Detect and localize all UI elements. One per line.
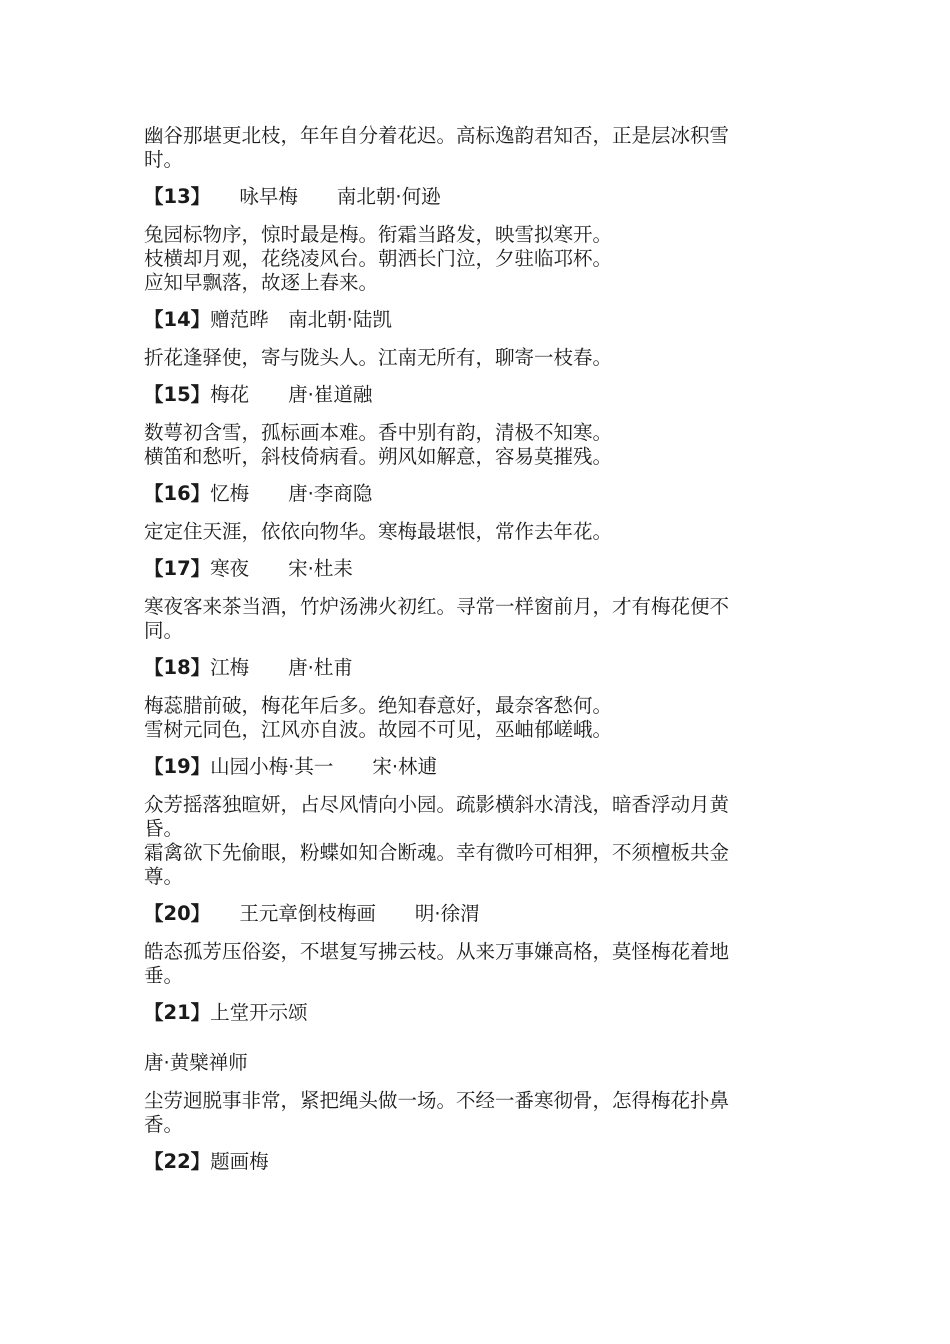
poem-line: 同。	[144, 619, 184, 642]
poem-title: 赠范晔 南北朝·陆凯	[210, 308, 392, 331]
poem-line: 皓态孤芳压俗姿，不堪复写拂云枝。从来万事嫌高格，莫怪梅花着地	[144, 940, 730, 963]
poem-body	[144, 346, 814, 370]
poem-title: 咏早梅 南北朝·何逊	[200, 185, 441, 208]
poem-heading	[144, 308, 814, 332]
poem-title: 山园小梅·其一 宋·林逋	[210, 755, 438, 778]
poem-body	[144, 124, 814, 172]
poem-heading	[144, 482, 814, 506]
poem-number: 【15】	[144, 383, 211, 406]
poem-line: 数萼初含雪，孤标画本难。香中别有韵，清极不知寒。	[144, 421, 613, 444]
poem-number: 【20】	[144, 902, 201, 925]
poem-line: 应知早飘落，故逐上春来。	[144, 271, 379, 294]
poem-heading	[144, 383, 814, 407]
poem-author: 唐·黄檗禅师	[144, 1051, 248, 1074]
poem-body	[144, 940, 814, 988]
poem-heading	[144, 185, 814, 209]
poem-list	[144, 124, 814, 1188]
poem-heading	[144, 557, 814, 581]
poem-number: 【18】	[144, 656, 211, 679]
poem-title: 梅花 唐·崔道融	[210, 383, 373, 406]
poem-body	[144, 421, 814, 469]
poem-number: 【17】	[144, 557, 211, 580]
poem-line: 尘劳迥脱事非常，紧把绳头做一场。不经一番寒彻骨，怎得梅花扑鼻	[144, 1089, 730, 1112]
poem-line: 横笛和愁听，斜枝倚病看。朔风如解意，容易莫摧残。	[144, 445, 613, 468]
poem-line: 寒夜客来茶当酒，竹炉汤沸火初红。寻常一样窗前月，才有梅花便不	[144, 595, 730, 618]
poem-line: 众芳摇落独暄妍，占尽风情向小园。疏影横斜水清浅，暗香浮动月黄	[144, 793, 730, 816]
poem-heading	[144, 656, 814, 680]
poem-number: 【14】	[144, 308, 211, 331]
poem-line: 香。	[144, 1113, 184, 1136]
poem-heading	[144, 1150, 814, 1174]
poem-line: 折花逢驿使，寄与陇头人。江南无所有，聊寄一枝春。	[144, 346, 613, 369]
poem-body	[144, 793, 814, 889]
poem-body	[144, 520, 814, 544]
poem-line: 梅蕊腊前破，梅花年后多。绝知春意好，最奈客愁何。	[144, 694, 613, 717]
poem-title: 忆梅 唐·李商隐	[210, 482, 373, 505]
poem-line: 昏。	[144, 817, 184, 840]
poem-title: 江梅 唐·杜甫	[210, 656, 353, 679]
poem-body	[144, 595, 814, 643]
poem-heading	[144, 755, 814, 779]
poem-line: 雪树元同色，江风亦自波。故园不可见，巫岫郁嵯峨。	[144, 718, 613, 741]
poem-line: 时。	[144, 148, 184, 171]
poem-line: 兔园标物序，惊时最是梅。衔霜当路发，映雪拟寒开。	[144, 223, 613, 246]
poem-heading	[144, 902, 814, 926]
poem-title: 题画梅	[210, 1150, 269, 1173]
poem-body	[144, 223, 814, 295]
poem-number: 【16】	[144, 482, 211, 505]
poem-line: 尊。	[144, 865, 184, 888]
poem-title: 寒夜 宋·杜耒	[210, 557, 353, 580]
poem-body	[144, 1089, 814, 1137]
poem-number: 【19】	[144, 755, 211, 778]
poem-number: 【21】	[144, 1001, 211, 1024]
poem-body	[144, 694, 814, 742]
poem-line: 枝横却月观，花绕凌风台。朝洒长门泣，夕驻临邛杯。	[144, 247, 613, 270]
poem-line: 幽谷那堪更北枝，年年自分着花迟。高标逸韵君知否，正是层冰积雪	[144, 124, 730, 147]
poem-title: 上堂开示颂	[210, 1001, 308, 1024]
poem-number: 【13】	[144, 185, 201, 208]
poem-line: 垂。	[144, 964, 184, 987]
poem-heading	[144, 1001, 814, 1025]
poem-line: 霜禽欲下先偷眼，粉蝶如知合断魂。幸有微吟可相狎，不须檀板共金	[144, 841, 730, 864]
poem-line: 定定住天涯，依依向物华。寒梅最堪恨，常作去年花。	[144, 520, 613, 543]
poem-number: 【22】	[144, 1150, 211, 1173]
poem-title: 王元章倒枝梅画 明·徐渭	[200, 902, 480, 925]
